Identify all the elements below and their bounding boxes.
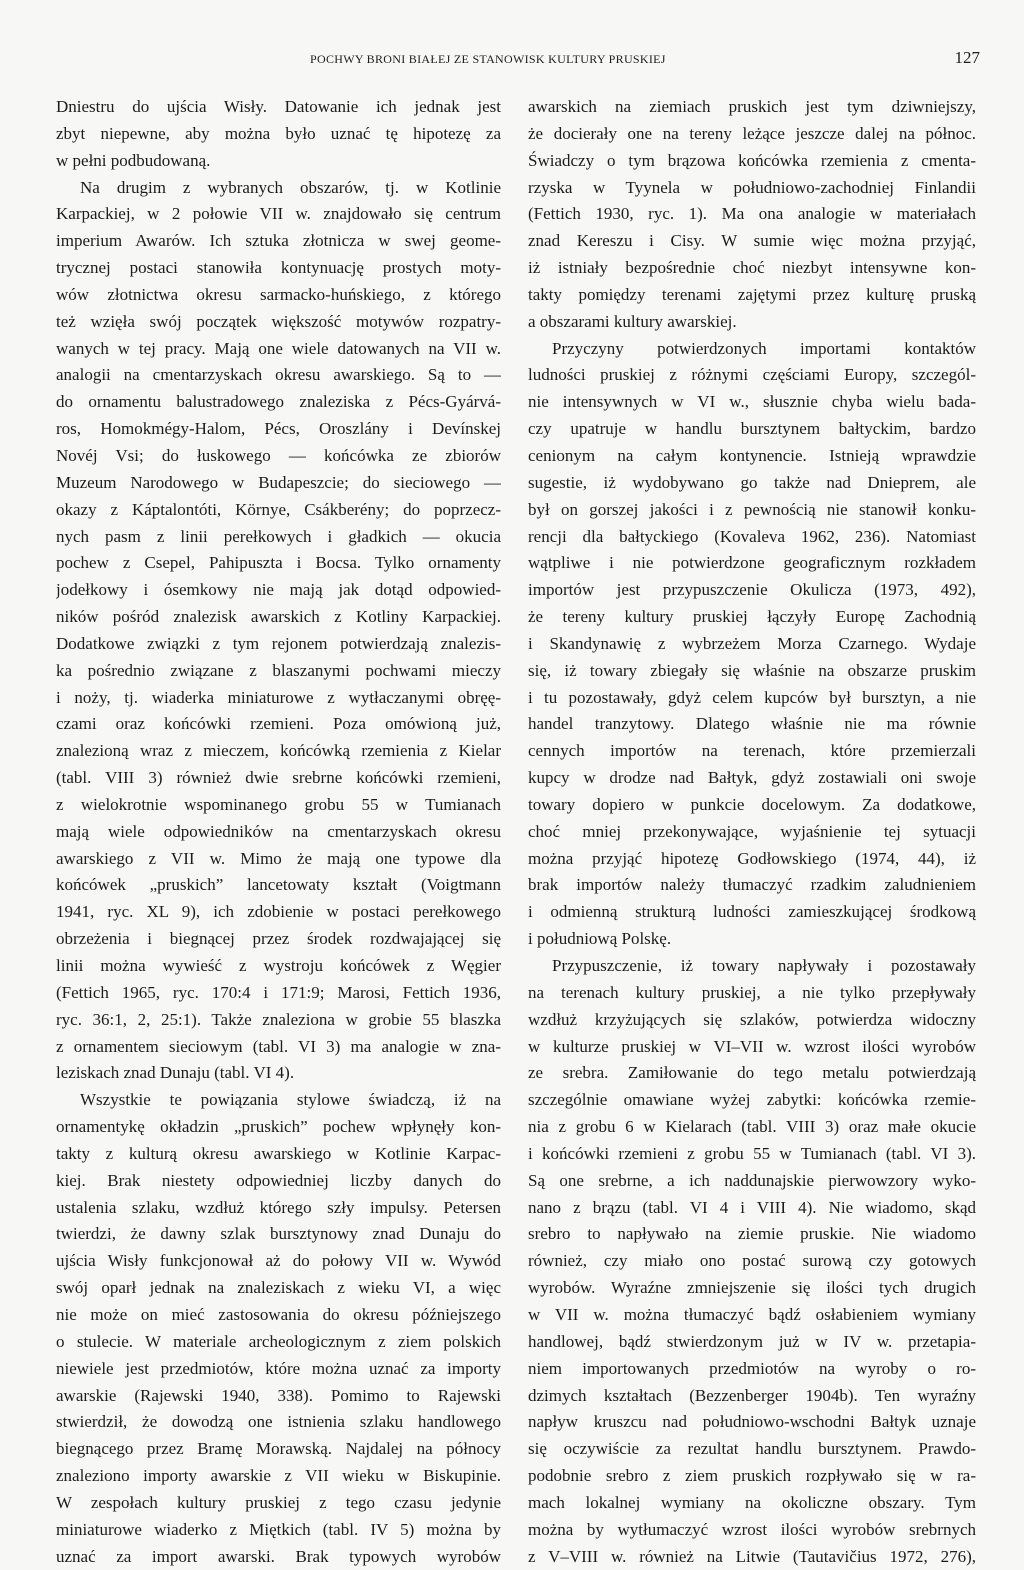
text-line: (Fettich 1965, ryc. 170:4 i 171:9; Marosi, Fettich 1936, [56, 982, 501, 1002]
page-header [300, 48, 992, 72]
text-line: że tereny kultury pruskiej łączyły Europę Zachodnią [528, 607, 976, 627]
text-line: Novéj Vsi; do łuskowego — końcówka ze zbiorów [56, 445, 501, 465]
text-line: Karpackiej, w 2 połowie VII w. znajdowało się centrum [56, 204, 501, 224]
text-line: biegnącego przez Bramę Morawską. Najdalej na północy [56, 1439, 501, 1459]
text-line: Na drugim z wybranych obszarów, tj. w Kotlinie [80, 177, 501, 197]
text-line: awarskie (Rajewski 1940, 338). Pomimo to Rajewski [56, 1385, 501, 1405]
text-line: w pełni podbudowaną. [56, 150, 211, 170]
text-line: awarskich na ziemiach pruskich jest tym dziwniejszy, [528, 97, 976, 116]
text-line: i południową Polskę. [528, 929, 672, 949]
page-number: 127 [954, 48, 980, 67]
text-line: i odmienną strukturą ludności zamieszkującej środkową [528, 902, 976, 922]
text-line: że docierały one na tereny leżące jeszcze dalej na północ. [528, 123, 976, 143]
text-line: z V–VIII w. również na Litwie (Tautavičius 1972, 276), [528, 1546, 976, 1566]
text-line: ornamentykę okładzin „pruskich” pochew wpłynęły kon- [56, 1117, 501, 1137]
text-line: nie intensywnych w VI w., słusznie chyba wielu bada- [528, 392, 976, 412]
text-line: analogii na cmentarzyskach okresu awarskiego. Są to — [56, 365, 501, 385]
text-line: nie może on mieć zastosowania do okresu późniejszego [56, 1304, 501, 1324]
text-line: do ornamentu balustradowego znaleziska z Pécs-Gyárvá- [56, 392, 501, 412]
text-line: ników pośród znalezisk awarskich z Kotliny Karpackiej. [56, 607, 501, 627]
text-line: również, czy miało ono postać surową czy gotowych [528, 1251, 976, 1271]
text-line: z wielokrotnie wspominanego grobu 55 w Tumianach [56, 794, 501, 814]
text-line: stwierdził, że dowodzą one istnienia szlaku handlowego [56, 1412, 501, 1432]
text-line: ryc. 36:1, 2, 25:1). Także znaleziona w grobie 55 blaszka [56, 1009, 501, 1029]
text-line: niewiele jest przedmiotów, które można uznać za importy [56, 1358, 501, 1378]
text-line: okazy z Káptalontóti, Környe, Csákberény; do poprzecz- [56, 499, 501, 519]
text-line: ros, Homokmégy-Halom, Pécs, Oroszlány i Devínskej [56, 419, 501, 439]
running-title: POCHWY BRONI BIAŁEJ ZE STANOWISK KULTURY PRUSKIEJ [310, 52, 666, 66]
text-line: można przyjąć hipotezę Godłowskiego (1974, 44), iż [528, 848, 976, 868]
text-line: kupcy w drodze nad Bałtyk, gdyż zostawiali oni swoje [528, 768, 976, 788]
text-line: wątpliwe i nie potwierdzone geograficznym rozkładem [528, 553, 976, 573]
text-line: srebro to napływało na ziemie pruskie. Nie wiadomo [528, 1224, 976, 1244]
text-line: jodełkowy i ósemkowy nie mają jak dotąd odpowied- [56, 580, 501, 600]
text-line: wanych w tej pracy. Mają one wiele datowanych na VII w. [56, 338, 501, 358]
text-line: na terenach kultury pruskiej, a nie tylko przepływały [528, 982, 976, 1002]
text-line: był on gorszej jakości i z pewnością nie stanowił konku- [528, 499, 976, 519]
text-line: (Fettich 1930, ryc. 1). Ma ona analogie w materiałach [528, 204, 976, 224]
text-line: podobnie srebro z ziem pruskich rozpływało się w ra- [528, 1466, 976, 1486]
text-line: obrzeżenia i biegnącej przez środek rozdwajającej się [56, 929, 501, 949]
text-line: 1941, ryc. XL 9), ich zdobienie w postaci perełkowego [56, 902, 501, 922]
text-line: można by wytłumaczyć wzrost ilości wyrobów srebrnych [528, 1519, 976, 1539]
text-line: Są one srebrne, a ich naddunajskie pierwowzory wyko- [528, 1170, 976, 1190]
text-line: iż istniały bezpośrednie choć niezbyt intensywne kon- [528, 258, 976, 278]
text-line: Przypuszczenie, iż towary napływały i pozostawały [552, 956, 976, 975]
text-line: Wszystkie te powiązania stylowe świadczą, iż na [80, 1090, 501, 1110]
text-line: towary dopiero w punkcie docelowym. Za dodatkowe, [528, 794, 976, 814]
left-text-column [56, 94, 501, 1570]
text-line: zbyt niepewne, aby można było uznać tę hipotezę za [56, 123, 501, 143]
text-line: importów jest przypuszczenie Okulicza (1973, 492), [528, 580, 976, 600]
text-line: i Skandynawię z wybrzeżem Morza Czarnego. Wydaje [528, 633, 976, 653]
text-line: wyrobów. Wyraźne zmniejszenie się ilości tych drugich [528, 1278, 976, 1298]
text-line: sugestie, iż wydobywano go także nad Dnieprem, ale [528, 472, 976, 492]
text-line: końcówek „pruskich” lancetowaty kształt (Voigtmann [56, 875, 501, 895]
text-line: też wzięła swój początek większość motywów rozpatry- [56, 311, 501, 331]
text-line: mają wiele odpowiedników na cmentarzyskach okresu [56, 821, 501, 841]
text-line: rzyska w Tyynela w południowo-zachodniej Finlandii [528, 177, 976, 197]
text-line: i końcówki rzemieni z grobu 55 w Tumianach (tabl. VI 3). [528, 1143, 976, 1163]
text-line: ludności pruskiej z różnymi częściami Europy, szczegól- [528, 365, 976, 385]
text-line: napływ kruszcu nad południowo-wschodni Bałtyk uznaje [528, 1412, 976, 1432]
text-line: i tu pozostawały, gdyż celem kupców był bursztyn, a nie [528, 687, 976, 707]
text-line: cennych importów na terenach, które przemierzali [528, 741, 976, 761]
text-line: niem importowanych przedmiotów na wyroby o ro- [528, 1358, 976, 1378]
text-line: cenionym na całym kontynencie. Istnieją wprawdzie [528, 445, 976, 465]
text-line: miniaturowe wiaderko z Miętkich (tabl. IV 5) można by [56, 1519, 501, 1539]
text-line: czy upatruje w handlu bursztynem bałtyckim, bardzo [528, 419, 976, 439]
text-line: nia z grobu 6 w Kielarach (tabl. VIII 3) oraz małe okucie [528, 1117, 976, 1137]
text-line: czami oraz końcówki rzemieni. Poza omówioną już, [56, 714, 501, 734]
text-line: rencji dla bałtyckiego (Kovaleva 1962, 236). Natomiast [528, 526, 976, 546]
text-line: i noży, tj. wiaderka miniaturowe z wytłaczanymi obręę- [56, 687, 501, 707]
text-line: handlowej, bądź stwierdzonym już w IV w. przetapia- [528, 1331, 976, 1351]
text-line: (tabl. VIII 3) również dwie srebrne końcówki rzemieni, [56, 768, 501, 788]
text-line: dzimych kształtach (Bezzenberger 1904b). Ten wyraźny [528, 1385, 976, 1405]
text-line: takty z kulturą okresu awarskiego w Kotlinie Karpac- [56, 1143, 501, 1163]
text-line: wzdłuż krzyżujących się szlaków, potwierdza widoczny [528, 1009, 976, 1029]
text-line: mach lokalnej wymiany na okoliczne obszary. Tym [528, 1492, 976, 1512]
text-line: W zespołach kultury pruskiej z tego czasu jedynie [56, 1492, 501, 1512]
text-line: nano z brązu (tabl. VI 4 i VIII 4). Nie wiadomo, skąd [528, 1197, 976, 1217]
text-line: kiej. Brak niestety odpowiedniej liczby danych do [56, 1170, 501, 1190]
text-line: Muzeum Narodowego w Budapeszcie; do sieciowego — [56, 472, 501, 492]
text-line: znaleziono importy awarskie z VII wieku w Biskupinie. [56, 1466, 501, 1486]
text-line: awarskiego z VII w. Mimo że mają one typowe dla [56, 848, 501, 868]
text-line: Dniestru do ujścia Wisły. Datowanie ich jednak jest [56, 97, 501, 116]
text-line: Dodatkowe związki z tym rejonem potwierdzają znalezis- [56, 633, 501, 653]
text-line: ujścia Wisły funkcjonował aż do połowy VII w. Wywód [56, 1251, 501, 1271]
text-line: handel tranzytowy. Dlatego właśnie nie ma równie [528, 714, 976, 734]
text-line: z ornamentem sieciowym (tabl. VI 3) ma analogie w zna- [56, 1036, 501, 1056]
text-line: w VII w. można tłumaczyć bądź osłabieniem wymiany [528, 1304, 976, 1324]
text-line: znalezioną wraz z mieczem, końcówką rzemienia z Kielar [56, 741, 501, 761]
text-line: uznać za import awarski. Brak typowych wyrobów [56, 1546, 501, 1566]
text-line: ze srebra. Zamiłowanie do tego metalu potwierdzają [528, 1063, 976, 1083]
text-line: choć mniej przekonywające, wyjaśnienie tej sytuacji [528, 821, 976, 841]
text-line: ustalenia szlaku, wzdłuż którego szły impulsy. Petersen [56, 1197, 501, 1217]
text-line: takty pomiędzy terenami zajętymi przez kulturę pruską [528, 284, 976, 304]
text-line: twierdzi, że dawny szlak bursztynowy znad Dunaju do [56, 1224, 501, 1244]
text-line: swój oparł jednak na znaleziskach z wieku VI, a więc [56, 1278, 501, 1298]
text-line: pochew z Csepel, Pahipuszta i Bocsa. Tylko ornamenty [56, 553, 501, 573]
text-line: znad Kereszu i Cisy. W sumie więc można przyjąć, [528, 231, 976, 251]
text-line: wów złotnictwa okresu sarmacko-huńskiego, z którego [56, 284, 501, 304]
text-line: brak importów należy tłumaczyć rzadkim zaludnieniem [528, 875, 976, 895]
text-line: leziskach znad Dunaju (tabl. VI 4). [56, 1063, 295, 1083]
text-line: o stulecie. W materiale archeologicznym z ziem polskich [56, 1331, 501, 1351]
text-line: szczególnie omawiane wyżej zabytki: końcówka rzemie- [528, 1090, 976, 1110]
text-line: się, iż towary zbiegały się właśnie na obszarze pruskim [528, 660, 976, 680]
right-text-column [528, 94, 976, 1570]
text-line: Przyczyny potwierdzonych importami kontaktów [552, 338, 976, 358]
text-line: ka pośrednio związane z blaszanymi pochwami mieczy [56, 660, 501, 680]
text-line: trycznej postaci stanowiła kontynuację prostych moty- [56, 258, 501, 278]
text-line: się oczywiście za rezultat handlu bursztynem. Prawdo- [528, 1439, 976, 1459]
text-line: linii można wywieść z wystroju końcówek z Węgier [56, 956, 501, 975]
text-line: nych pasm z linii perełkowych i gładkich — okucia [56, 526, 501, 546]
text-line: a obszarami kultury awarskiej. [528, 311, 737, 331]
text-line: Świadczy o tym brązowa końcówka rzemienia z cmenta- [528, 150, 976, 170]
text-line: imperium Awarów. Ich sztuka złotnicza w swej geome- [56, 231, 501, 251]
text-line: w kulturze pruskiej w VI–VII w. wzrost ilości wyrobów [528, 1036, 976, 1056]
